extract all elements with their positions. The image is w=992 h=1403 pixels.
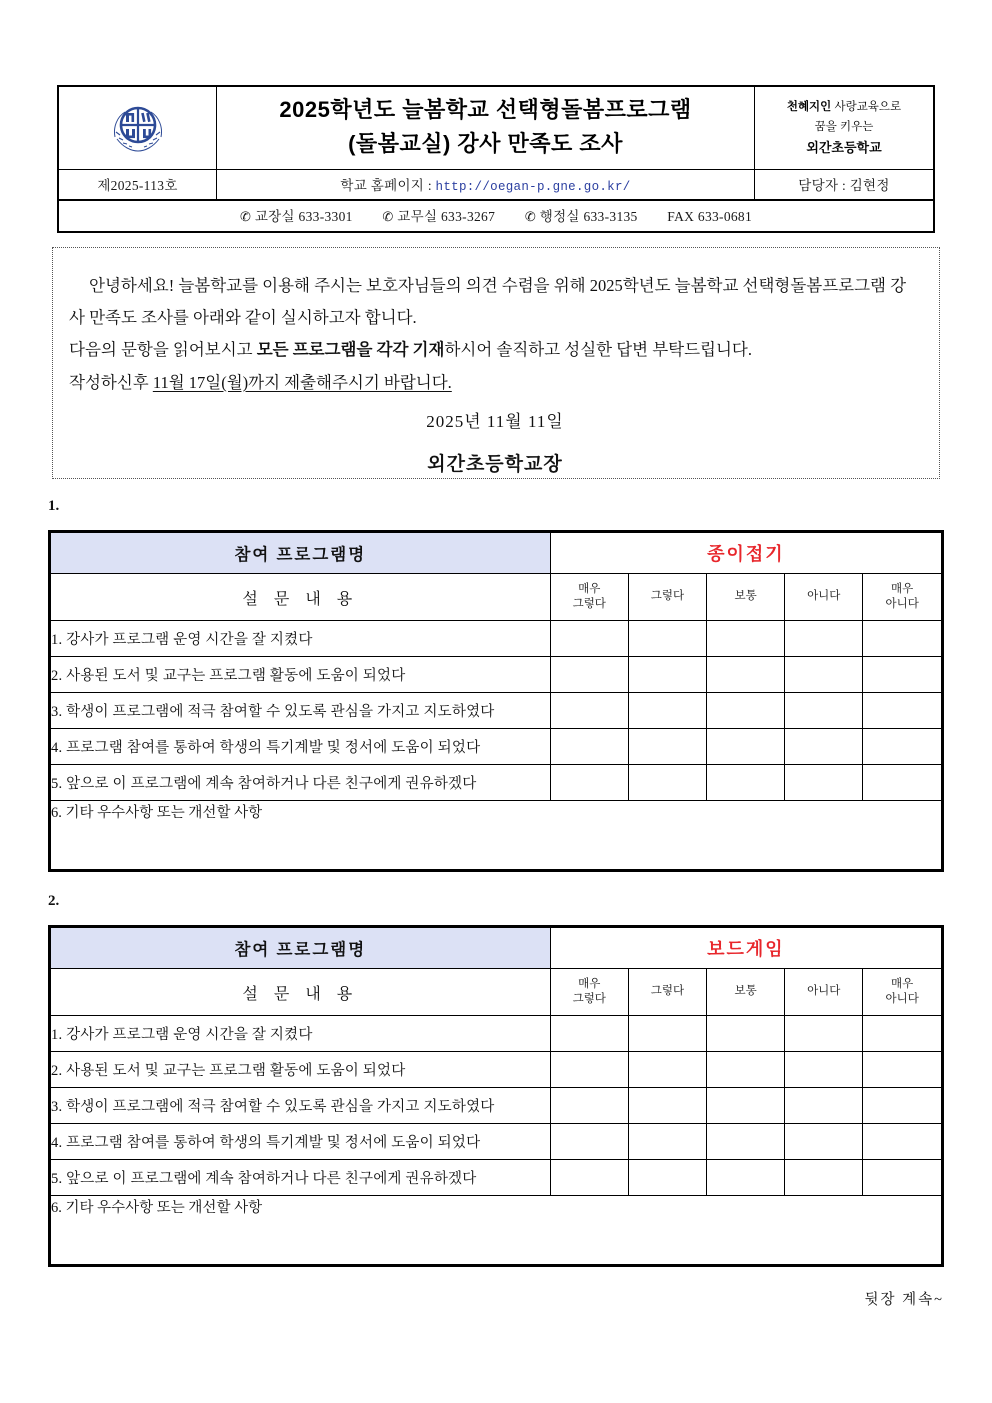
answer-cell-1-4-e[interactable] [863, 729, 941, 765]
answer-cell-1-5-c[interactable] [707, 765, 785, 801]
answer-cell-2-5-b[interactable] [628, 1160, 706, 1196]
scale-l1: 매우 [891, 977, 914, 990]
question-text-1-1: 1. 강사가 프로그램 운영 시간을 잘 지켰다 [51, 621, 550, 657]
question-row-2-5 [51, 1160, 941, 1196]
answer-cell-2-1-a[interactable] [550, 1016, 628, 1052]
scale-header-agree-2: 그렇다 [628, 969, 706, 1016]
question-column-header-1: 설 문 내 용 [51, 574, 550, 621]
open-question-row-2 [51, 1196, 941, 1265]
answer-cell-2-1-c[interactable] [707, 1016, 785, 1052]
motto-line-2: 꿈을 키우는 [814, 120, 874, 133]
answer-cell-1-5-b[interactable] [628, 765, 706, 801]
school-name: 외간초등학교 [806, 139, 882, 155]
answer-cell-2-1-d[interactable] [785, 1016, 863, 1052]
notice-paragraph-1: 안녕하세요! 늘봄학교를 이용해 주시는 보호자님들의 의견 수렴을 위해 2025학년도 늘봄학교 선택형돌봄프로그램 강사 만족도 조사를 아래와 같이 실시하고자 합니다. [69, 276, 907, 328]
question-text-2-5: 5. 앞으로 이 프로그램에 계속 참여하거나 다른 친구에게 권유하겠다 [51, 1160, 550, 1196]
scale-header-very-agree-2 [550, 969, 628, 1016]
scale-header-row-1 [51, 574, 941, 621]
question-column-header-2: 설 문 내 용 [51, 969, 550, 1016]
answer-cell-1-3-e[interactable] [863, 693, 941, 729]
answer-cell-1-5-d[interactable] [785, 765, 863, 801]
question-row-2-2 [51, 1052, 941, 1088]
answer-cell-1-3-b[interactable] [628, 693, 706, 729]
school-emblem-icon [107, 99, 169, 157]
question-row-1-5 [51, 765, 941, 801]
answer-cell-2-2-c[interactable] [707, 1052, 785, 1088]
scale-header-row-2 [51, 969, 941, 1016]
notice-p2-emphasis: 모든 프로그램을 각각 기재 [256, 340, 445, 360]
open-question-row-1 [51, 801, 941, 870]
notice-p2-part-b: 하시어 솔직하고 성실한 답변 부탁드립니다. [444, 340, 752, 360]
fax-number: 633-0681 [697, 209, 753, 225]
answer-cell-2-2-a[interactable] [550, 1052, 628, 1088]
continuation-note: 뒷장 계속~ [864, 1292, 944, 1308]
phone-entry-admin [525, 209, 638, 224]
notice-body [52, 247, 940, 479]
answer-cell-2-3-e[interactable] [863, 1088, 941, 1124]
answer-cell-2-3-c[interactable] [707, 1088, 785, 1124]
scale-l1: 매우 [891, 582, 914, 595]
answer-cell-2-5-a[interactable] [550, 1160, 628, 1196]
answer-cell-2-4-e[interactable] [863, 1124, 941, 1160]
issue-date: 2025년 11월 11일 [426, 411, 564, 431]
motto-keyword: 천혜지인 [786, 100, 832, 113]
scale-header-disagree-1: 아니다 [785, 574, 863, 621]
answer-cell-2-4-b[interactable] [628, 1124, 706, 1160]
phone-label-academic: 교무실 [397, 209, 438, 225]
contact-person: 담당자 : 김현정 [798, 178, 890, 194]
scale-header-agree-1: 그렇다 [628, 574, 706, 621]
answer-cell-2-2-b[interactable] [628, 1052, 706, 1088]
question-row-2-1 [51, 1016, 941, 1052]
scale-l2: 아니다 [885, 993, 919, 1005]
answer-cell-2-2-d[interactable] [785, 1052, 863, 1088]
notice-deadline: 11월 17일(월)까지 제출해주시기 바랍니다. [152, 372, 452, 392]
motto-line-1 [787, 97, 901, 117]
school-homepage [217, 170, 755, 199]
scale-l2: 그렇다 [572, 598, 606, 610]
answer-cell-1-1-a[interactable] [550, 621, 628, 657]
answer-cell-1-3-c[interactable] [707, 693, 785, 729]
question-text-2-1: 1. 강사가 프로그램 운영 시간을 잘 지켰다 [51, 1016, 550, 1052]
question-text-2-2: 2. 사용된 도서 및 교구는 프로그램 활동에 도움이 되었다 [51, 1052, 550, 1088]
answer-cell-2-1-e[interactable] [863, 1016, 941, 1052]
answer-cell-1-1-d[interactable] [785, 621, 863, 657]
answer-cell-1-1-c[interactable] [707, 621, 785, 657]
answer-cell-1-2-b[interactable] [628, 657, 706, 693]
answer-cell-2-4-a[interactable] [550, 1124, 628, 1160]
scale-l1: 매우 [578, 977, 601, 990]
scale-header-very-disagree-2 [863, 969, 941, 1016]
survey-grid-2 [51, 928, 941, 1264]
answer-cell-1-5-e[interactable] [863, 765, 941, 801]
school-logo-cell [59, 87, 217, 169]
notice-p2-part-a: 다음의 문항을 읽어보시고 [69, 340, 257, 360]
answer-cell-2-4-c[interactable] [707, 1124, 785, 1160]
fax-label: FAX [667, 209, 695, 225]
answer-cell-1-5-a[interactable] [550, 765, 628, 801]
answer-cell-1-4-a[interactable] [550, 729, 628, 765]
answer-cell-2-3-d[interactable] [785, 1088, 863, 1124]
motto-line-1-rest: 사랑교육으로 [831, 100, 902, 113]
answer-cell-1-4-c[interactable] [707, 729, 785, 765]
scale-header-neutral-2: 보통 [707, 969, 785, 1016]
letterhead [57, 85, 935, 233]
scale-l1: 매우 [578, 582, 601, 595]
program-row-2 [51, 928, 941, 969]
program-name-1: 종이접기 [550, 533, 941, 574]
answer-cell-2-5-c[interactable] [707, 1160, 785, 1196]
answer-cell-1-3-a[interactable] [550, 693, 628, 729]
answer-cell-1-1-e[interactable] [863, 621, 941, 657]
answer-cell-2-3-b[interactable] [628, 1088, 706, 1124]
answer-cell-2-3-a[interactable] [550, 1088, 628, 1124]
phone-number-principal: 633-3301 [298, 209, 353, 225]
notice-paragraph-3 [69, 367, 921, 399]
answer-cell-1-2-a[interactable] [550, 657, 628, 693]
fax-entry [667, 209, 752, 224]
section-number-1: 1. [48, 498, 60, 514]
question-row-1-3 [51, 693, 941, 729]
program-label-1: 참여 프로그램명 [51, 533, 550, 574]
survey-grid-1 [51, 533, 941, 869]
question-text-1-3: 3. 학생이 프로그램에 적극 참여할 수 있도록 관심을 가지고 지도하였다 [51, 693, 550, 729]
answer-cell-2-5-d[interactable] [785, 1160, 863, 1196]
telephone-icon: ✆ [524, 209, 537, 225]
scale-header-neutral-1: 보통 [707, 574, 785, 621]
phone-entry-principal [240, 209, 353, 224]
answer-cell-1-1-b[interactable] [628, 621, 706, 657]
question-row-1-2 [51, 657, 941, 693]
survey-table-2 [48, 925, 944, 1267]
document-title-line2: (돌봄교실) 강사 만족도 조사 [348, 131, 623, 157]
answer-cell-1-3-d[interactable] [785, 693, 863, 729]
phone-number-academic: 633-3267 [441, 209, 496, 225]
document-title-line1: 2025학년도 늘봄학교 선택형돌봄프로그램 [279, 97, 692, 122]
notice-paragraph-2 [69, 334, 921, 366]
program-name-2: 보드게임 [550, 928, 941, 969]
question-text-1-4: 4. 프로그램 참여를 통하여 학생의 특기계발 및 정서에 도움이 되었다 [51, 729, 550, 765]
answer-cell-1-2-e[interactable] [863, 657, 941, 693]
answer-cell-2-2-e[interactable] [863, 1052, 941, 1088]
scale-l2: 그렇다 [572, 993, 606, 1005]
answer-cell-1-2-d[interactable] [785, 657, 863, 693]
scale-header-disagree-2: 아니다 [785, 969, 863, 1016]
phone-entry-academic [382, 209, 495, 224]
document-number: 제2025-113호 [59, 170, 217, 199]
homepage-label: 학교 홈페이지 : [340, 178, 436, 194]
question-row-2-3 [51, 1088, 941, 1124]
question-text-2-4: 4. 프로그램 참여를 통하여 학생의 특기계발 및 정서에 도움이 되었다 [51, 1124, 550, 1160]
question-text-2-3: 3. 학생이 프로그램에 적극 참여할 수 있도록 관심을 가지고 지도하였다 [51, 1088, 550, 1124]
document-title [217, 87, 755, 169]
school-motto [755, 87, 933, 169]
answer-cell-1-4-d[interactable] [785, 729, 863, 765]
open-question-text-2[interactable]: 6. 기타 우수사항 또는 개선할 사항 [51, 1196, 941, 1265]
answer-cell-2-1-b[interactable] [628, 1016, 706, 1052]
homepage-url[interactable]: http://oegan-p.gne.go.kr/ [435, 180, 631, 195]
question-row-1-4 [51, 729, 941, 765]
telephone-icon: ✆ [382, 209, 394, 225]
signer-title: 외간초등학교장 [427, 453, 563, 475]
letterhead-top-row [59, 87, 933, 170]
phone-label-admin: 행정실 [539, 209, 580, 225]
phone-number-admin: 633-3135 [583, 209, 638, 225]
scale-l2: 아니다 [885, 598, 919, 610]
letterhead-mid-row [59, 170, 933, 201]
scale-header-very-disagree-1 [863, 574, 941, 621]
scale-header-very-agree-1 [550, 574, 628, 621]
question-text-1-2: 2. 사용된 도서 및 교구는 프로그램 활동에 도움이 되었다 [51, 657, 550, 693]
section-number-2: 2. [48, 893, 60, 909]
question-text-1-5: 5. 앞으로 이 프로그램에 계속 참여하거나 다른 친구에게 권유하겠다 [51, 765, 550, 801]
phone-label-principal: 교장실 [254, 209, 295, 225]
question-row-1-1 [51, 621, 941, 657]
telephone-icon: ✆ [239, 209, 252, 225]
notice-p3-part-a: 작성하신후 [69, 372, 153, 392]
answer-cell-2-4-d[interactable] [785, 1124, 863, 1160]
survey-table-1 [48, 530, 944, 872]
answer-cell-1-2-c[interactable] [707, 657, 785, 693]
question-row-2-4 [51, 1124, 941, 1160]
program-label-2: 참여 프로그램명 [51, 928, 550, 969]
program-row-1 [51, 533, 941, 574]
answer-cell-1-4-b[interactable] [628, 729, 706, 765]
contact-phone-row [59, 201, 933, 231]
answer-cell-2-5-e[interactable] [863, 1160, 941, 1196]
open-question-text-1[interactable]: 6. 기타 우수사항 또는 개선할 사항 [51, 801, 941, 870]
